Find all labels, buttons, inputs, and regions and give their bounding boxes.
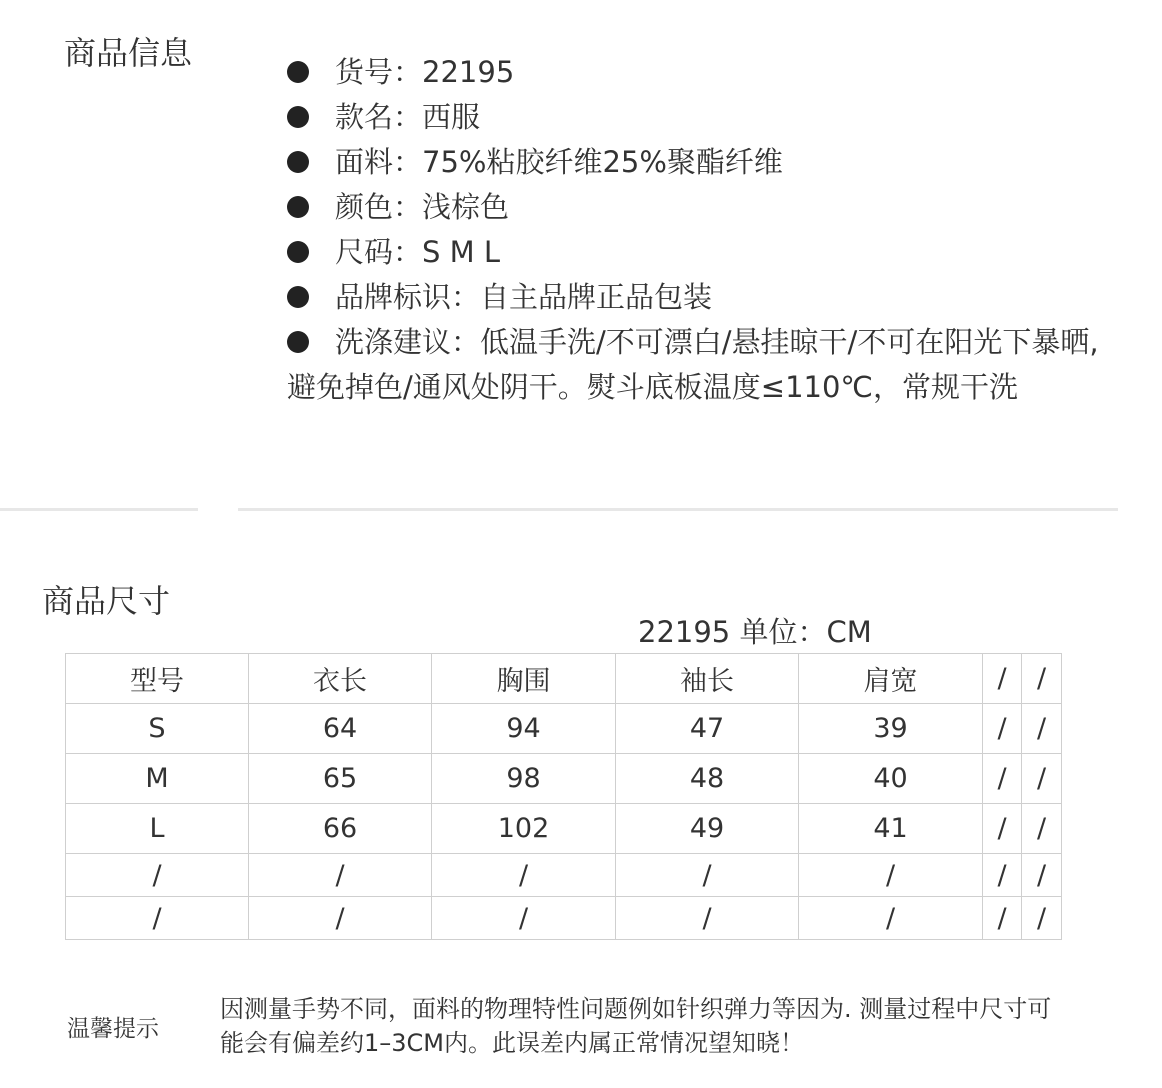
table-header-cell: / — [1022, 654, 1062, 704]
info-key: 颜色： — [335, 190, 423, 224]
table-cell: / — [799, 897, 983, 940]
bullet-icon — [287, 106, 309, 128]
bullet-icon — [287, 286, 309, 308]
info-key: 洗涤建议： — [335, 325, 481, 359]
info-item-color — [287, 185, 1117, 230]
table-header-row — [66, 654, 1062, 704]
info-value: 低温手洗/不可漂白/悬挂晾干/不可在阳光下暴晒,避免掉色/通风处阴干。熨斗底板温度≤110℃，常规干洗 — [287, 325, 1099, 404]
product-info-title: 商品信息 — [64, 34, 193, 72]
table-cell: 39 — [799, 704, 983, 754]
table-cell: / — [1022, 754, 1062, 804]
table-cell: 98 — [432, 754, 616, 804]
table-cell: / — [983, 804, 1022, 854]
table-cell: / — [983, 704, 1022, 754]
table-cell: / — [66, 854, 249, 897]
info-value: S M L — [422, 235, 501, 269]
info-key: 面料： — [335, 145, 423, 179]
product-info-list — [287, 50, 1117, 410]
info-value: 西服 — [422, 100, 481, 134]
info-item-style — [287, 95, 1117, 140]
table-row — [66, 754, 1062, 804]
size-section-title: 商品尺寸 — [42, 582, 171, 620]
table-cell: / — [66, 897, 249, 940]
table-cell: / — [432, 854, 616, 897]
info-item-sku — [287, 50, 1117, 95]
info-value: 75%粘胶纤维25%聚酯纤维 — [422, 145, 783, 179]
table-cell: / — [983, 897, 1022, 940]
table-row — [66, 854, 1062, 897]
info-item-size — [287, 230, 1117, 275]
size-table — [65, 653, 1062, 940]
info-item-brand — [287, 275, 1117, 320]
table-cell: L — [66, 804, 249, 854]
table-row — [66, 804, 1062, 854]
table-cell: / — [1022, 897, 1062, 940]
bullet-icon — [287, 196, 309, 218]
table-row — [66, 897, 1062, 940]
table-cell: / — [983, 854, 1022, 897]
info-key: 品牌标识： — [335, 280, 481, 314]
table-cell: / — [249, 854, 432, 897]
table-cell: / — [1022, 854, 1062, 897]
info-key: 尺码： — [335, 235, 423, 269]
table-cell: / — [432, 897, 616, 940]
table-header-cell: 胸围 — [432, 654, 616, 704]
table-cell: 94 — [432, 704, 616, 754]
table-cell: / — [983, 754, 1022, 804]
table-cell: / — [1022, 704, 1062, 754]
table-cell: 102 — [432, 804, 616, 854]
info-key: 货号： — [335, 55, 423, 89]
table-header-cell: 型号 — [66, 654, 249, 704]
bullet-icon — [287, 241, 309, 263]
info-value: 22195 — [422, 55, 515, 89]
info-value: 浅棕色 — [422, 190, 510, 224]
table-cell: / — [1022, 804, 1062, 854]
table-cell: S — [66, 704, 249, 754]
tip-text: 因测量手势不同，面料的物理特性问题例如针织弹力等因为. 测量过程中尺寸可能会有偏差约1–3CM内。此误差内属正常情况望知晓！ — [220, 995, 1052, 1057]
table-cell: / — [616, 854, 799, 897]
section-divider-left — [0, 508, 198, 511]
table-header-cell: 衣长 — [249, 654, 432, 704]
table-cell: 64 — [249, 704, 432, 754]
table-header-cell: 肩宽 — [799, 654, 983, 704]
bullet-icon — [287, 151, 309, 173]
info-item-washing — [287, 320, 1117, 410]
table-header-cell: 袖长 — [616, 654, 799, 704]
table-cell: / — [799, 854, 983, 897]
table-row — [66, 704, 1062, 754]
table-cell: 48 — [616, 754, 799, 804]
table-cell: 40 — [799, 754, 983, 804]
table-header-cell: / — [983, 654, 1022, 704]
bullet-icon — [287, 331, 309, 353]
table-cell: / — [616, 897, 799, 940]
info-key: 款名： — [335, 100, 423, 134]
section-divider-right — [238, 508, 1118, 511]
info-value: 自主品牌正品包装 — [480, 280, 713, 314]
table-cell: 65 — [249, 754, 432, 804]
table-cell: 41 — [799, 804, 983, 854]
table-cell: M — [66, 754, 249, 804]
size-table-caption: 22195 单位：CM — [638, 615, 872, 649]
info-item-fabric — [287, 140, 1117, 185]
table-cell: 47 — [616, 704, 799, 754]
table-cell: 49 — [616, 804, 799, 854]
table-cell: / — [249, 897, 432, 940]
bullet-icon — [287, 61, 309, 83]
tip-label: 温馨提示 — [67, 1016, 159, 1042]
table-cell: 66 — [249, 804, 432, 854]
